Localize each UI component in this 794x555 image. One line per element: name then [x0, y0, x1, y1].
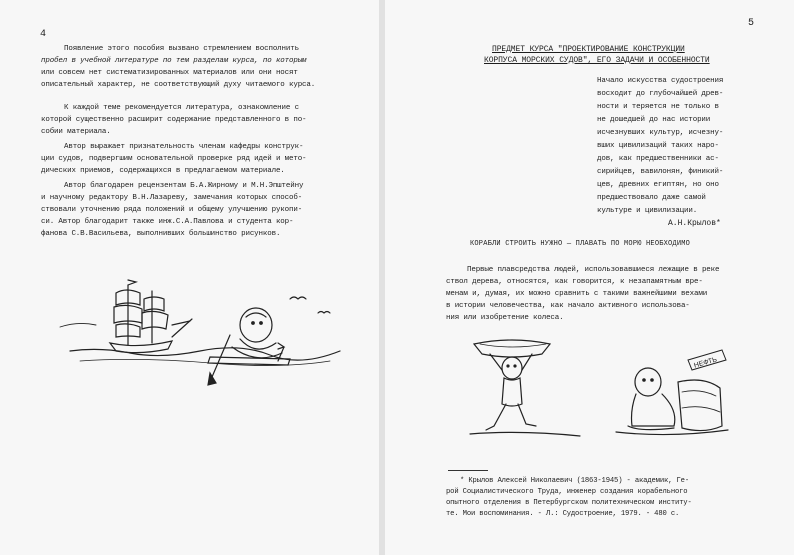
epigraph-line: предшествовало даже самой — [597, 194, 706, 202]
footnote-line: * Крылов Алексей Николаевич (1863-1945) - академик, Ге- — [460, 477, 689, 485]
section-heading: КОРАБЛИ СТРОИТЬ НУЖНО — ПЛАВАТЬ ПО МОРЮ НЕОБХОДИМО — [470, 240, 691, 248]
left-line: пробел в учебной литературе по тем разделам курса, по которым — [41, 57, 307, 65]
epigraph-line: сирийцев, вавилонян, финикий- — [597, 168, 724, 176]
right-body-line: в истории человечества, как начало активного использова- — [446, 302, 690, 310]
epigraph-line: дов, как предшественники ас- — [597, 155, 719, 163]
left-line: К каждой теме рекомендуется литература, ознакомление с — [64, 104, 299, 112]
left-line: Автор выражает признательность членам кафедры конструк- — [64, 143, 304, 151]
left-line: дических приемов, содержащихся в предлагаемом материале. — [41, 167, 285, 175]
right-body-line: ствол дерева, относятся, как говорится, к незапамятным вре- — [446, 278, 703, 286]
footnote-line: опытного отделения в Петербургском политехническом институ- — [446, 499, 692, 507]
right-page-number: 5 — [748, 18, 755, 29]
left-line: си. Автор благодарит также инж.С.А.Павлова и студента кор- — [41, 218, 294, 226]
left-line: Автор благодарен рецензентам Б.А.Жирному и М.Н.Эпштейну — [64, 182, 304, 190]
left-line: собии материала. — [41, 128, 111, 136]
epigraph-line: не дошедшей до нас истории — [597, 116, 711, 124]
epigraph-line: культуре и цивилизации. — [597, 207, 698, 215]
epigraph-line: вших цивилизаций таких наро- — [597, 142, 719, 150]
left-line: фанова С.В.Васильева, выполнивших большинство рисунков. — [41, 230, 281, 238]
left-line: или совсем нет систематизированных материалов или они носят — [41, 69, 298, 77]
right-body-line: Первые плавсредства людей, использовавшиеся лежащие в реке — [467, 266, 720, 274]
right-body-line: ния или изобретение колеса. — [446, 314, 564, 322]
left-line: описательный характер, не соответствующий духу читаемого курса. — [41, 81, 316, 89]
left-line: и научному редактору В.Н.Лазареву, замечания которых способ- — [41, 194, 303, 202]
epigraph-author: А.Н.Крылов* — [668, 219, 721, 228]
chapter-title-line: КОРПУСА МОРСКИХ СУДОВ", ЕГО ЗАДАЧИ И ОСОБЕННОСТИ — [484, 56, 710, 65]
epigraph-line: исчезнувших культур, исчезну- — [597, 129, 724, 137]
footnote-line: те. Мои воспоминания. - Л.: Судостроение, 1979. - 480 с. — [446, 510, 680, 518]
barrel-label: НЕФТЬ — [693, 356, 718, 370]
epigraph-line: восходит до глубочайшей древ- — [597, 90, 724, 98]
page-gutter — [379, 0, 385, 555]
sailing-ship-illustration — [60, 265, 350, 385]
epigraph-line: ности и теряется не только в — [597, 103, 719, 111]
left-line: которой существенно расширит содержание представленного в по- — [41, 116, 307, 124]
left-line: ствовали уточнению ряда положений и общему улучшению рукопи- — [41, 206, 303, 214]
footnote-line: рой Социалистического Труда, инженер создания корабельного — [446, 488, 688, 496]
barrel-sign — [688, 350, 726, 370]
chapter-title-line: ПРЕДМЕТ КУРСА "ПРОЕКТИРОВАНИЕ КОНСТРУКЦИИ — [492, 45, 685, 54]
boat-carrier-illustration — [460, 330, 740, 450]
footnote-rule — [448, 470, 488, 471]
right-body-line: менам и, думая, их можно сравнить с такими важнейшими вехами — [446, 290, 708, 298]
left-line: ции судов, подвергшим основательной проверке ряд идей и мето- — [41, 155, 307, 163]
epigraph-line: цев, древних египтян, но оно — [597, 181, 719, 189]
left-page-number: 4 — [40, 29, 47, 40]
epigraph-line: Начало искусства судостроения — [597, 77, 724, 85]
left-line: Появление этого пособия вызвано стремлением восполнить — [64, 45, 299, 53]
